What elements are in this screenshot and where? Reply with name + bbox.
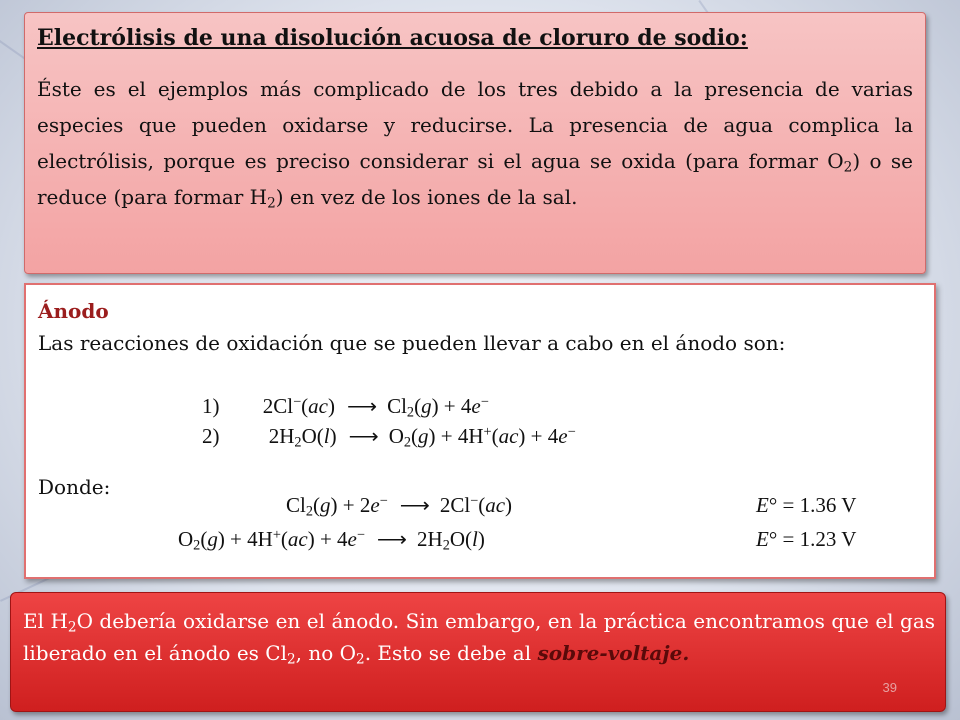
anode-box <box>24 283 936 579</box>
conclusion-part: , no O <box>295 641 357 665</box>
reaction-number: 1) <box>202 394 220 418</box>
arrow-icon: ⟶ <box>376 527 406 551</box>
arrow-icon: ⟶ <box>348 424 377 448</box>
conclusion-part: El H <box>23 609 68 633</box>
subscript: 2 <box>286 651 296 668</box>
intro-paragraph <box>37 71 913 215</box>
subscript: 2 <box>356 651 365 668</box>
sobre-voltaje-emphasis: sobre-voltaje. <box>537 641 690 665</box>
intro-text-part: ) o se reduce (para formar H <box>37 149 913 209</box>
conclusion-text <box>23 605 935 669</box>
potential-2: E° = 1.23 V <box>756 527 857 551</box>
potential-value: = 1.36 V <box>782 493 857 517</box>
intro-text-part: ) en vez de los iones de la sal. <box>275 185 578 209</box>
potential-value: = 1.23 V <box>782 527 857 551</box>
conclusion-part: . Esto se debe al <box>364 641 538 665</box>
conclusion-part: O debería oxidarse en el ánodo. Sin embargo, en la práctica encontramos que el gas liberado en el ánodo es Cl <box>23 609 936 665</box>
half-reaction-1: $Cl_2(g) + 2e^-$ ⟶ 2Cl−(ac) <box>286 492 513 520</box>
reaction-2: 2) $2H_2O(l)$ ⟶ $O_2(g) + 4H^+(ac) + 4e^-$ <box>202 423 576 451</box>
conclusion-box <box>10 592 946 712</box>
intro-text-part: Éste es el ejemplos más complicado de los tres debido a la presencia de varias especies que pueden oxidarse y reducirse. La presencia de agua complica la electrólisis, porque es preciso considerar si el agua se oxida (para formar O <box>37 77 913 173</box>
arrow-icon: ⟶ <box>399 493 428 517</box>
arrow-icon: ⟶ <box>346 394 376 418</box>
anode-intro: Las reacciones de oxidación que se pueden llevar a cabo en el ánodo son: <box>38 331 786 355</box>
potential-1: E° = 1.36 V <box>756 493 857 517</box>
reaction-number: 2) <box>202 424 220 448</box>
subscript: 2 <box>843 159 853 176</box>
anode-heading: Ánodo <box>38 299 109 323</box>
page-number: 39 <box>882 680 897 695</box>
donde-label: Donde: <box>38 475 111 499</box>
half-reaction-2: $O_2(g) + 4H^+(ac) + 4e^-$ ⟶ $2H_2O(l)$ <box>178 526 485 554</box>
subscript: 2 <box>67 619 77 636</box>
subscript: 2 <box>267 195 276 212</box>
slide-title: Electrólisis de una disolución acuosa de cloruro de sodio: <box>37 25 748 51</box>
reaction-1: 1) 2Cl−(ac) ⟶ $Cl_2(g) + 4e^-$ <box>202 393 489 421</box>
intro-box <box>24 12 926 274</box>
